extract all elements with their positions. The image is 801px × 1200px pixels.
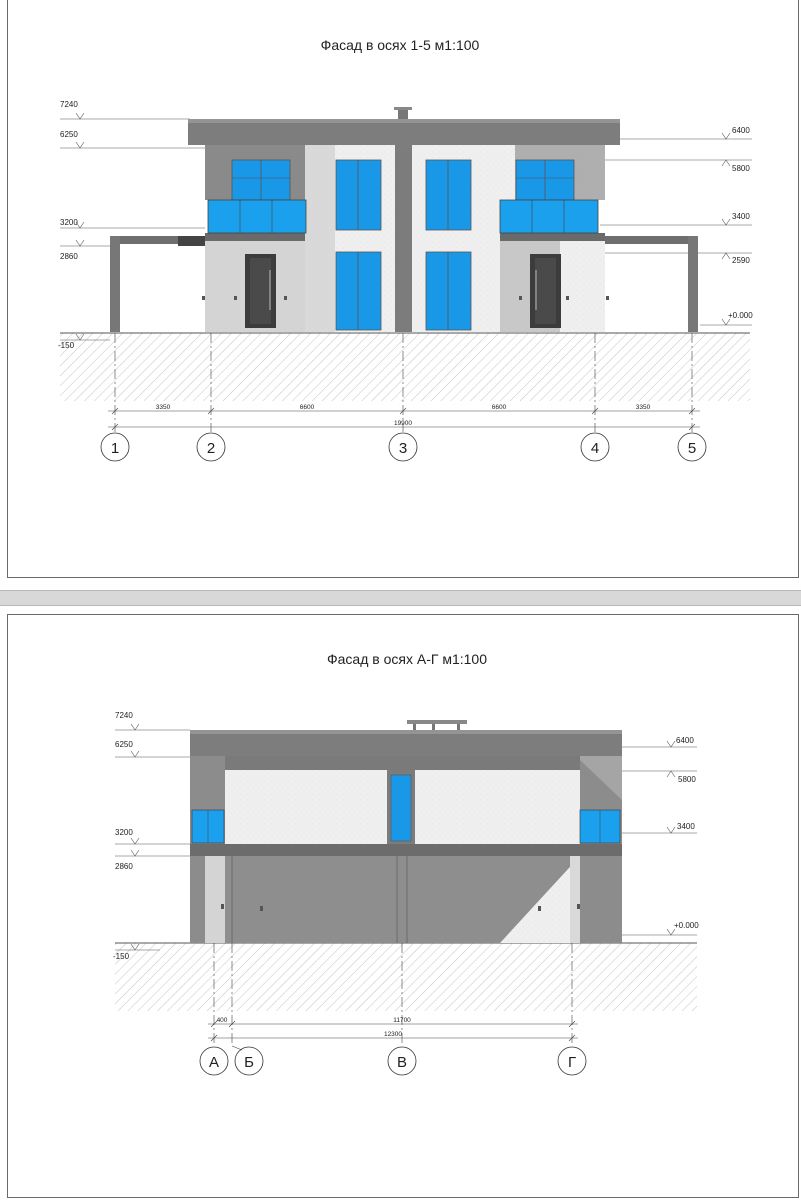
left-level-marks [60, 113, 205, 340]
sheet2-title: Фасад в осях А-Г м1:100 [327, 651, 487, 667]
level-5800: 5800 [732, 164, 750, 173]
axis-label-2: 2 [206, 440, 216, 457]
ground-hatch-2 [115, 943, 697, 1011]
dim-3350-right: 3350 [635, 404, 651, 411]
dim-19900: 19900 [393, 420, 413, 427]
level-2590: 2590 [732, 256, 750, 265]
axis-label-5: 5 [687, 440, 697, 457]
level2-3200: 3200 [115, 828, 133, 837]
level-2860: 2860 [60, 252, 78, 261]
axis-label-4: 4 [590, 440, 600, 457]
axis-label-v: В [396, 1054, 408, 1071]
level2-7240: 7240 [115, 711, 133, 720]
dim-400: 400 [216, 1017, 228, 1024]
level-6250: 6250 [60, 130, 78, 139]
axis-label-1: 1 [110, 440, 120, 457]
level2-6250: 6250 [115, 740, 133, 749]
dim-11700: 11700 [393, 1017, 411, 1024]
right-level-marks [600, 133, 752, 325]
level-3200: 3200 [60, 218, 78, 227]
dim-12300: 12300 [383, 1031, 403, 1038]
axis-label-b: Б [244, 1054, 254, 1071]
level-6400: 6400 [732, 126, 750, 135]
axis-label-a: А [208, 1054, 220, 1071]
level2-5800: 5800 [678, 775, 696, 784]
axis-label-3: 3 [398, 440, 408, 457]
level-3400: 3400 [732, 212, 750, 221]
left-level-marks-2 [115, 724, 190, 950]
axis-label-g: Г [567, 1054, 577, 1071]
dim-6600-left: 6600 [299, 404, 315, 411]
dim-6600-right: 6600 [491, 404, 507, 411]
level2-minus-150: -150 [113, 952, 130, 961]
sheet1-title: Фасад в осях 1-5 м1:100 [320, 37, 480, 53]
ground-hatch [60, 333, 750, 401]
level2-zero: +0.000 [674, 921, 699, 930]
axis-bubbles-a-g [200, 1047, 586, 1075]
level2-3400: 3400 [677, 822, 695, 831]
level-7240: 7240 [60, 100, 78, 109]
dim-3350-left: 3350 [155, 404, 171, 411]
facade-a-g-building [190, 720, 622, 943]
level2-2860: 2860 [115, 862, 133, 871]
level-zero: +0.000 [728, 311, 753, 320]
level-minus-150: -150 [58, 341, 75, 350]
facade-1-5-building [110, 107, 698, 332]
level2-6400: 6400 [676, 736, 694, 745]
